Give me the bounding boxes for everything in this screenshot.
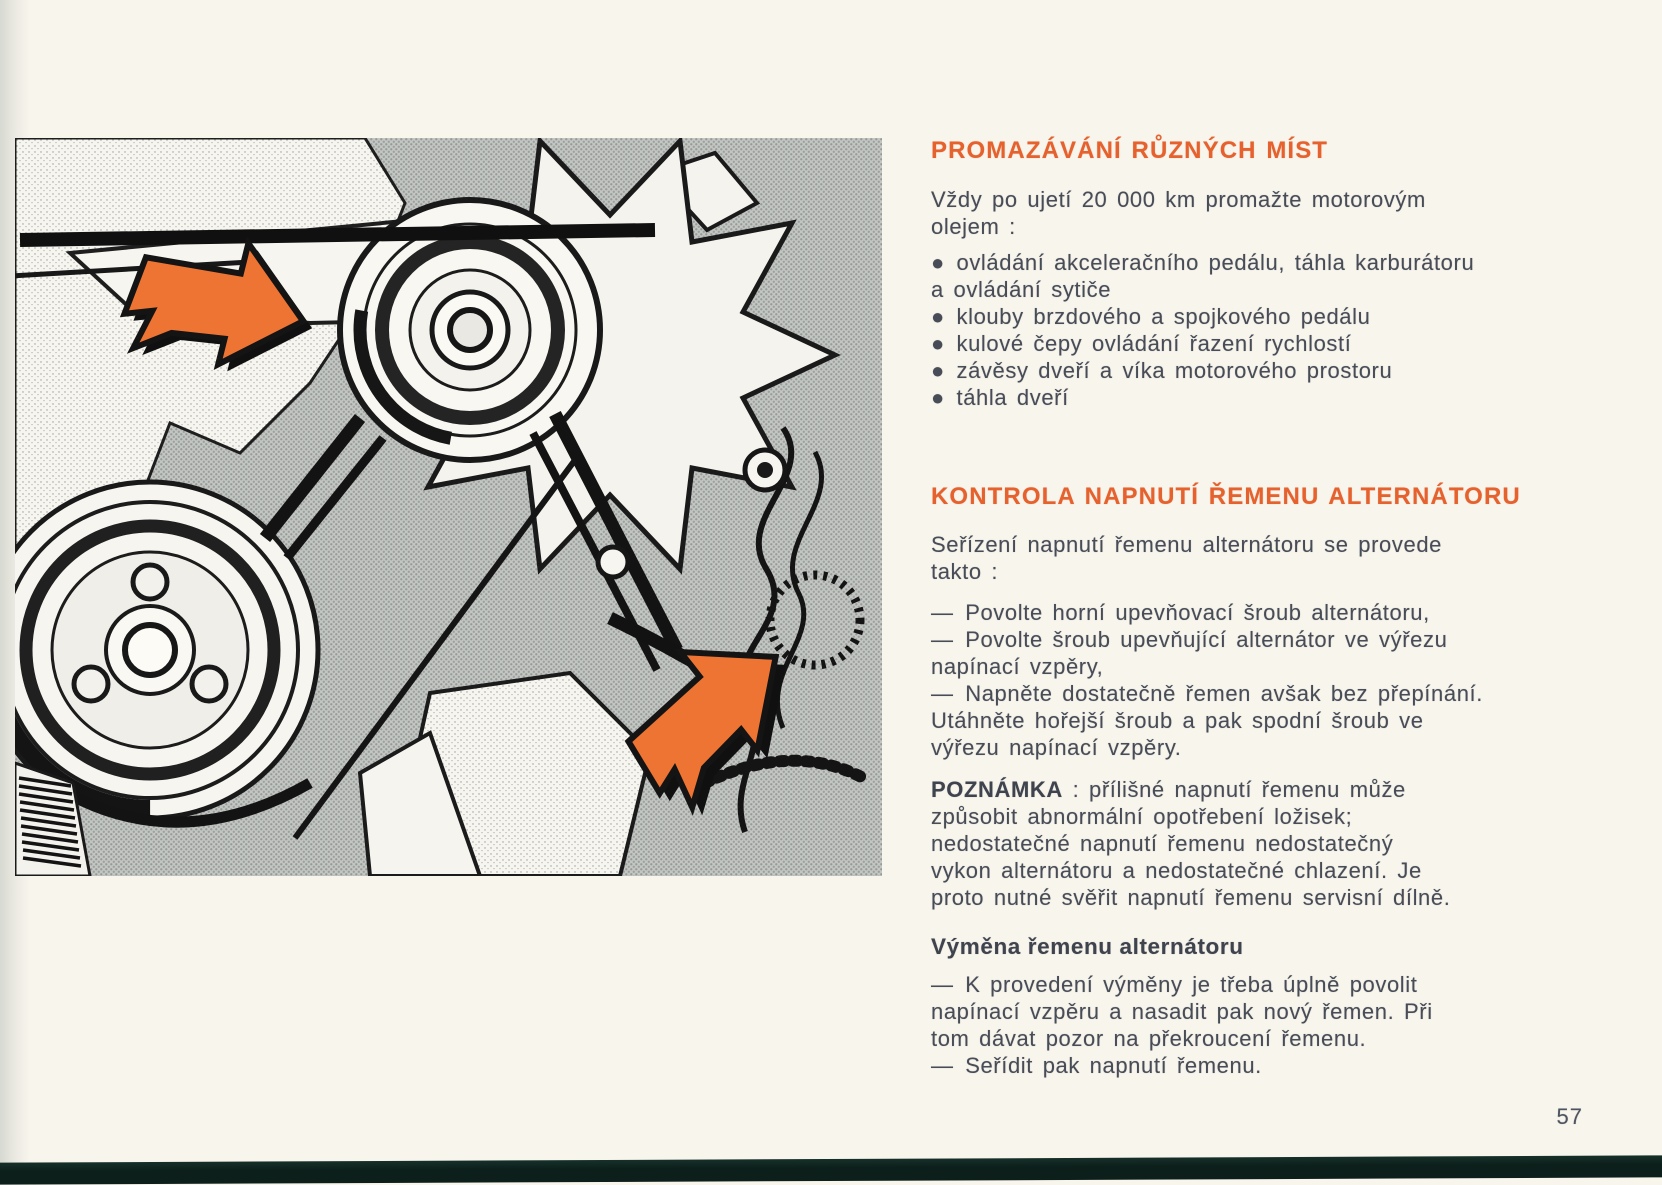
engine-illustration (15, 138, 882, 876)
bullet-line: ● táhla dveří (931, 385, 1069, 410)
note-label: POZNÁMKA (931, 777, 1063, 802)
step-line: — Povolte horní upevňovací šroub alternátoru, (931, 600, 1430, 625)
step-line: — Povolte šroub upevňující alternátor ve výřezu (931, 627, 1448, 652)
text-line: takto : (931, 559, 999, 584)
text-line: proto nutné svěřit napnutí řemenu servisní dílně. (931, 885, 1451, 910)
note-paragraph (931, 776, 1621, 911)
text-line: způsobit abnormální opotřebení ložisek; (931, 804, 1353, 829)
step-line: napínací vzpěru a nasadit pak nový řemen. Při (931, 999, 1433, 1024)
step-line: napínací vzpěry, (931, 654, 1104, 679)
text-line: Seřízení napnutí řemenu alternátoru se provede (931, 532, 1443, 557)
text-line: nedostatečné napnutí řemenu nedostatečný (931, 831, 1394, 856)
lubrication-intro (931, 186, 1621, 240)
bullet-line: ● klouby brzdového a spojkového pedálu (931, 304, 1371, 329)
text-line: olejem : (931, 214, 1016, 239)
step-line: tom dávat pozor na překroucení řemenu. (931, 1026, 1367, 1051)
note-lines (931, 803, 1621, 911)
belt-check-steps (931, 599, 1621, 761)
text-line: Vždy po ujetí 20 000 km promažte motorovým (931, 187, 1426, 212)
section-heading-belt-check: KONTROLA NAPNUTÍ ŘEMENU ALTERNÁTORU (931, 483, 1521, 510)
note-first-line (931, 776, 1621, 803)
tensioner-strut-bar (20, 230, 655, 240)
subheading-belt-replacement: Výměna řemenu alternátoru (931, 934, 1244, 959)
page-bottom-scan-edge (0, 1155, 1662, 1184)
page-number: 57 (1556, 1104, 1583, 1129)
bullet-line: ● ovládání akceleračního pedálu, táhla karburátoru (931, 250, 1475, 275)
step-line: Utáhněte hořejší šroub a pak spodní šroub ve (931, 708, 1424, 733)
step-line: — Napněte dostatečně řemen avšak bez přepínání. (931, 681, 1483, 706)
step-line: — K provedení výměny je třeba úplně povolit (931, 972, 1418, 997)
step-line: výřezu napínací vzpěry. (931, 735, 1182, 760)
lubrication-bullet-list (931, 249, 1621, 411)
text-line: vykon alternátoru a nedostatečné chlazení. Je (931, 858, 1422, 883)
bullet-line: ● závěsy dveří a víka motorového prostoru (931, 358, 1393, 383)
engine-line-art (15, 138, 882, 876)
note-first-line-text: : přílišné napnutí řemenu může (1062, 777, 1406, 802)
bullet-line: a ovládání sytiče (931, 277, 1112, 302)
section-heading-lubrication: PROMAZÁVÁNÍ RŮZNÝCH MÍST (931, 137, 1329, 164)
step-line: — Seřídit pak napnutí řemenu. (931, 1053, 1262, 1078)
bullet-line: ● kulové čepy ovládání řazení rychlostí (931, 331, 1352, 356)
belt-replacement-steps (931, 971, 1621, 1079)
belt-check-intro (931, 531, 1621, 585)
